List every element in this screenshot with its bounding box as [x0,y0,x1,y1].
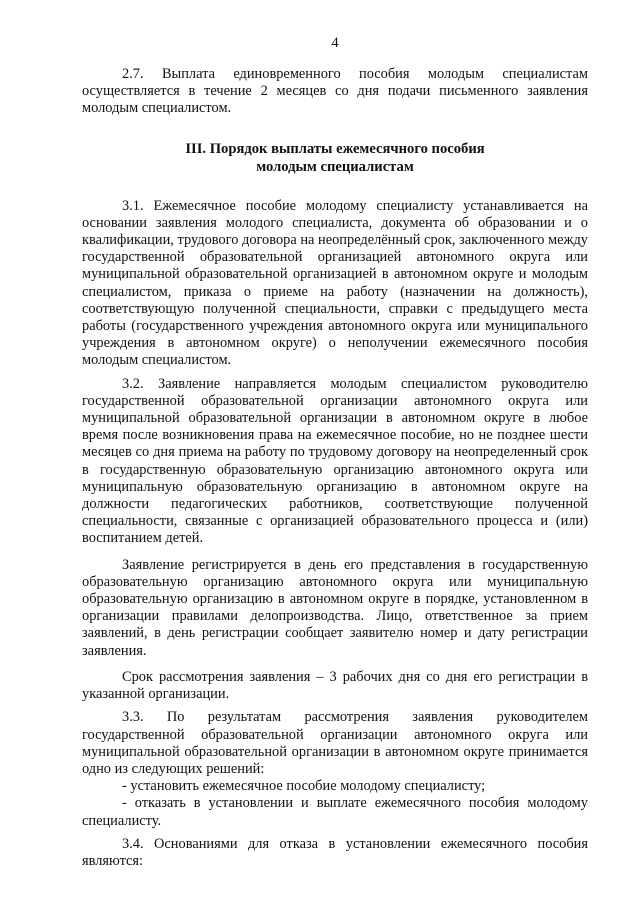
section-heading-line1: III. Порядок выплаты ежемесячного пособия [185,140,485,157]
decision-item-1: - установить ежемесячное пособие молодому специалисту; [122,778,486,795]
paragraph-3-2: 3.2. Заявление направляется молодым специалистом руководителю государственной образовательной организации автономного округа или муниципальной образовательной организации в автономном округе в любое время после возникновения права на ежемесячное пособие, но не позднее шести месяцев со дня приема на работу по трудовому договору на неопределенный срок в государственную образовательную организацию автономного округа или муниципальную образовательную организацию в автономном округе на должности педагогических работников, соответствующие полученной специальности, связанные с организацией образовательного процесса и (или) воспитанием детей. [82,375,588,547]
page-number: 4 [331,35,339,51]
section-heading-line2: молодым специалистам [256,158,414,175]
paragraph-2-7: 2.7. Выплата единовременного пособия молодым специалистам осуществляется в течение 2 месяцев со дня подачи письменного заявления молодым специалистом. [82,66,588,117]
paragraph-registration: Заявление регистрируется в день его представления в государственную образовательную организацию автономного округа или муниципальную образовательную организацию в автономном округе в порядке, установленном в организации правилами делопроизводства. Лицо, ответственное за прием заявлений, в день регистрации сообщает заявителю номер и дату регистрации заявления. [82,556,588,659]
paragraph-3-1: 3.1. Ежемесячное пособие молодому специалисту устанавливается на основании заявления молодого специалиста, документа об образовании и о квалификации, трудового договора на неопределённый срок, заключенного между государственной образовательной организацией автономного округа или муниципальной образовательной организацией в автономном округе и молодым специалистом, приказа о приеме на работу (назначении на должность), соответствующую полученной специальности, справки с предыдущего места работы (государственного учреждения автономного округа или муниципального учреждения в автономном округе) о неполучении ежемесячного пособия молодым специалистом. [82,197,588,369]
paragraph-review-term: Срок рассмотрения заявления – 3 рабочих дня со дня его регистрации в указанной организации. [82,668,588,703]
paragraph-3-4: 3.4. Основаниями для отказа в установлении ежемесячного пособия являются: [82,835,588,869]
paragraph-3-3: 3.3. По результатам рассмотрения заявления руководителем государственной образовательной организации автономного округа или муниципальной образовательной организации в автономном округе принимается одно из следующих решений: [82,709,588,777]
section-heading [82,140,588,176]
decision-item-2: - отказать в установлении и выплате ежемесячного пособия молодому специалисту. [82,795,588,829]
